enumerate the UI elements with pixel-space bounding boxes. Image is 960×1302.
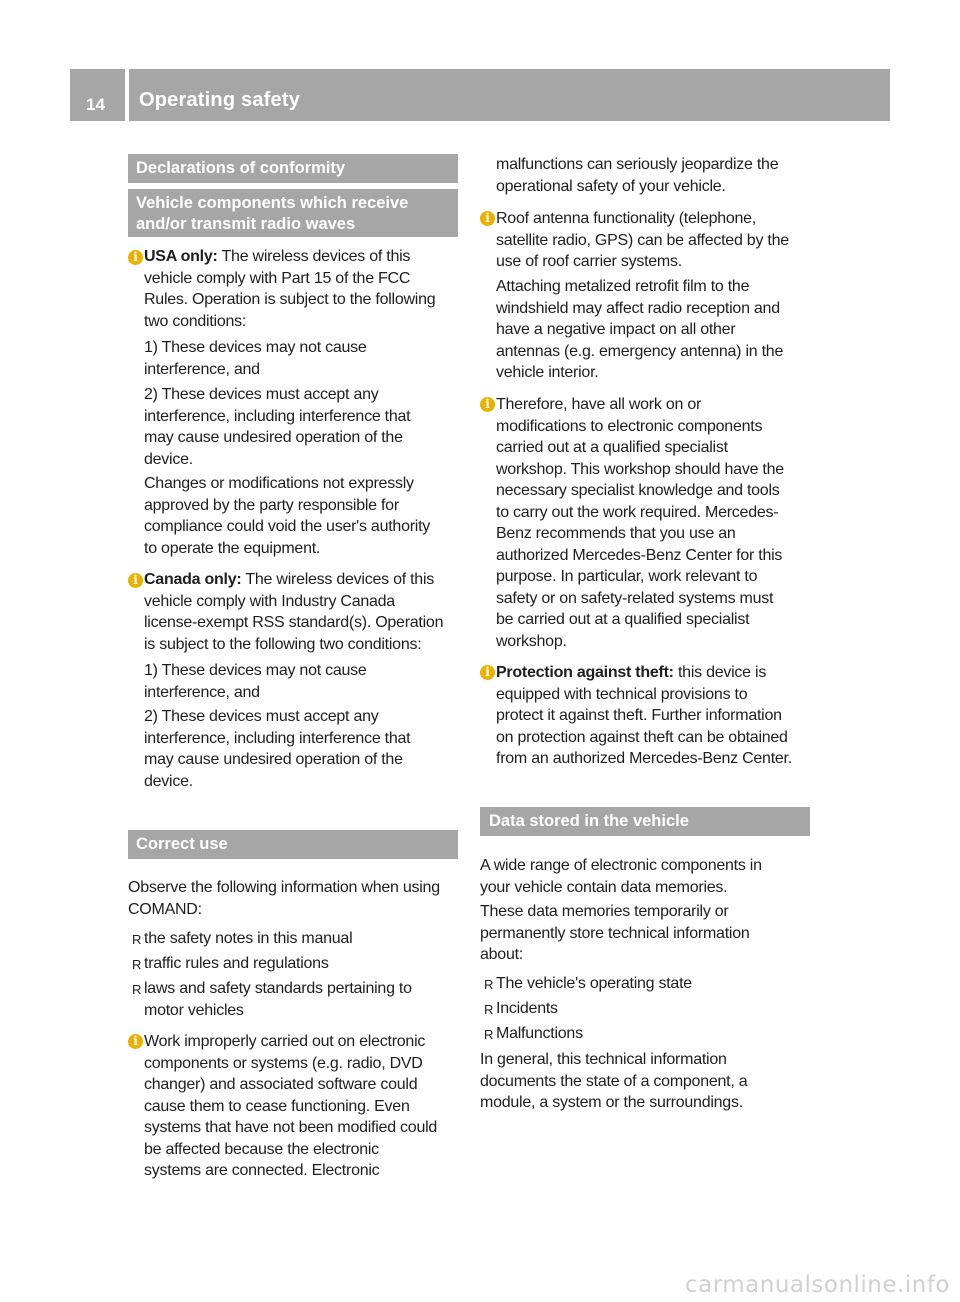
roof-line: Roof antenna functionality (telephone,: [496, 210, 757, 227]
roof-line: have a negative impact on all other: [496, 321, 736, 338]
list-item: The vehicle's operating state: [496, 975, 692, 992]
list-item: Malfunctions: [496, 1025, 583, 1042]
usa-changes: [144, 473, 462, 559]
therefore-line: authorized Mercedes-Benz Center for this: [496, 546, 783, 564]
condition-line: may cause undesired operation of the: [144, 429, 403, 446]
heading-vehicle-components-text: Vehicle components which receive and/or transmit radio waves: [136, 194, 409, 233]
condition-line: interference, including interference that: [144, 407, 411, 425]
canada-text: [144, 569, 462, 655]
watermark: carmanualsonline.info: [684, 1272, 950, 1298]
list-line: laws and safety standards pertaining to: [144, 980, 412, 997]
bullet: R: [132, 932, 142, 947]
roof-line: use of roof carrier systems.: [496, 253, 682, 270]
condition-line: device.: [144, 772, 193, 790]
heading-correct-use: Correct use: [128, 830, 458, 859]
roof-line: windshield may affect radio reception and: [496, 299, 780, 317]
protection-line: protect it against theft. Further information: [496, 707, 782, 724]
info-icon: i: [480, 397, 495, 412]
data-stored-intro: [480, 855, 814, 898]
canada-condition-2: [144, 706, 462, 792]
therefore-line: necessary specialist knowledge and tools: [496, 482, 780, 499]
condition-line: 1) These devices may not cause: [144, 662, 367, 679]
work-line: systems that have not been modified could: [144, 1119, 438, 1136]
condition-line: device.: [144, 450, 193, 468]
data-memories-text: [480, 901, 814, 966]
usa-line: vehicle comply with Part 15 of the FCC: [144, 269, 411, 287]
data-line: In general, this technical information: [480, 1051, 727, 1068]
therefore-line: workshop. This workshop should have the: [496, 460, 784, 478]
bullet: R: [484, 1027, 494, 1042]
canada-line: is subject to the following two conditions:: [144, 635, 422, 653]
therefore-line: safety or on safety-related systems must: [496, 589, 774, 607]
bullet: R: [132, 982, 142, 997]
data-line: A wide range of electronic components in: [480, 857, 762, 874]
canada-line: license-exempt RSS standard(s). Operation: [144, 614, 444, 631]
therefore-text: [496, 394, 814, 652]
changes-line: Changes or modifications not expressly: [144, 475, 414, 492]
retrofit-film-text: [496, 276, 814, 384]
usa-line: Rules. Operation is subject to the following: [144, 291, 436, 308]
roof-line: antennas (e.g. emergency antenna) in the: [496, 342, 784, 360]
roof-line: Attaching metalized retrofit film to the: [496, 278, 750, 295]
bullet: R: [132, 957, 142, 972]
usa-line: The wireless devices of this: [221, 248, 411, 265]
intro-line: COMAND:: [128, 900, 202, 918]
condition-line: 1) These devices may not cause: [144, 339, 367, 356]
info-icon: i: [480, 665, 495, 680]
intro-line: Observe the following information when using: [128, 879, 440, 896]
condition-line: may cause undesired operation of the: [144, 751, 403, 768]
condition-line: interference, and: [144, 683, 260, 701]
condition-line: 2) These devices must accept any: [144, 708, 379, 725]
canada-label: Canada only:: [144, 571, 242, 588]
usa-label: USA only:: [144, 248, 218, 265]
work-line: components or systems (e.g. radio, DVD: [144, 1054, 423, 1072]
therefore-line: carried out at a qualified specialist: [496, 439, 728, 456]
work-line: cause them to cease functioning. Even: [144, 1097, 410, 1115]
work-line: be affected because the electronic: [144, 1140, 379, 1158]
work-line: changer) and associated software could: [144, 1076, 418, 1093]
therefore-line: be carried out at a qualified specialist: [496, 611, 750, 628]
protection-line: this device is: [677, 664, 767, 681]
heading-declarations: Declarations of conformity: [128, 154, 458, 183]
data-line: module, a system or the surroundings.: [480, 1094, 743, 1111]
condition-line: 2) These devices must accept any: [144, 386, 379, 403]
technical-info-text: [480, 1049, 814, 1114]
correct-use-intro: [128, 877, 462, 920]
protection-line: from an authorized Mercedes-Benz Center.: [496, 750, 792, 767]
page-number: 14: [86, 95, 105, 114]
work-line: systems are connected. Electronic: [144, 1162, 380, 1179]
canada-condition-1: [144, 660, 462, 703]
protection-label: Protection against theft:: [496, 664, 674, 681]
therefore-line: modifications to electronic components: [496, 417, 763, 435]
usa-condition-1: [144, 337, 462, 380]
therefore-line: workshop.: [496, 632, 567, 650]
list-item: [144, 978, 462, 1021]
roof-antenna-text: [496, 208, 814, 273]
data-line: These data memories temporarily or: [480, 903, 729, 920]
header-divider: [125, 69, 129, 121]
condition-line: interference, and: [144, 360, 260, 378]
changes-line: to operate the equipment.: [144, 539, 321, 557]
info-icon: i: [128, 1034, 143, 1049]
work-text: [144, 1031, 462, 1182]
bullet: R: [484, 977, 494, 992]
heading-data-stored: Data stored in the vehicle: [480, 807, 810, 836]
data-line: about:: [480, 946, 523, 963]
condition-line: interference, including interference that: [144, 729, 411, 747]
canada-line: The wireless devices of this: [245, 571, 435, 588]
work-line: Work improperly carried out on electronic: [144, 1033, 426, 1050]
changes-line: approved by the party responsible for: [144, 496, 399, 514]
continued-line: operational safety of your vehicle.: [496, 177, 726, 195]
data-line: permanently store technical information: [480, 924, 750, 942]
protection-line: on protection against theft can be obtained: [496, 728, 788, 746]
roof-line: vehicle interior.: [496, 364, 599, 381]
list-line: motor vehicles: [144, 1001, 244, 1019]
usa-text: [144, 246, 462, 332]
protection-text: [496, 662, 814, 770]
info-icon: i: [128, 573, 143, 588]
protection-line: equipped with technical provisions to: [496, 685, 748, 703]
info-icon: i: [128, 250, 143, 265]
info-icon: i: [480, 211, 495, 226]
usa-condition-2: [144, 384, 462, 470]
canada-line: vehicle comply with Industry Canada: [144, 592, 395, 610]
roof-line: satellite radio, GPS) can be affected by the: [496, 231, 789, 249]
list-item: traffic rules and regulations: [144, 955, 329, 972]
continued-line: malfunctions can seriously jeopardize the: [496, 156, 779, 173]
bullet: R: [484, 1002, 494, 1017]
data-line: documents the state of a component, a: [480, 1072, 748, 1090]
continued-text: [496, 154, 814, 197]
therefore-line: to carry out the work required. Mercedes-: [496, 503, 779, 521]
heading-vehicle-components: [128, 189, 458, 237]
therefore-line: Benz recommends that you use an: [496, 525, 736, 542]
therefore-line: purpose. In particular, work relevant to: [496, 568, 758, 585]
therefore-line: Therefore, have all work on or: [496, 396, 702, 413]
list-item: the safety notes in this manual: [144, 930, 353, 947]
section-title: Operating safety: [139, 89, 301, 111]
changes-line: compliance could void the user's authority: [144, 518, 431, 535]
list-item: Incidents: [496, 1000, 558, 1017]
data-line: your vehicle contain data memories.: [480, 878, 728, 896]
usa-line: two conditions:: [144, 312, 247, 330]
